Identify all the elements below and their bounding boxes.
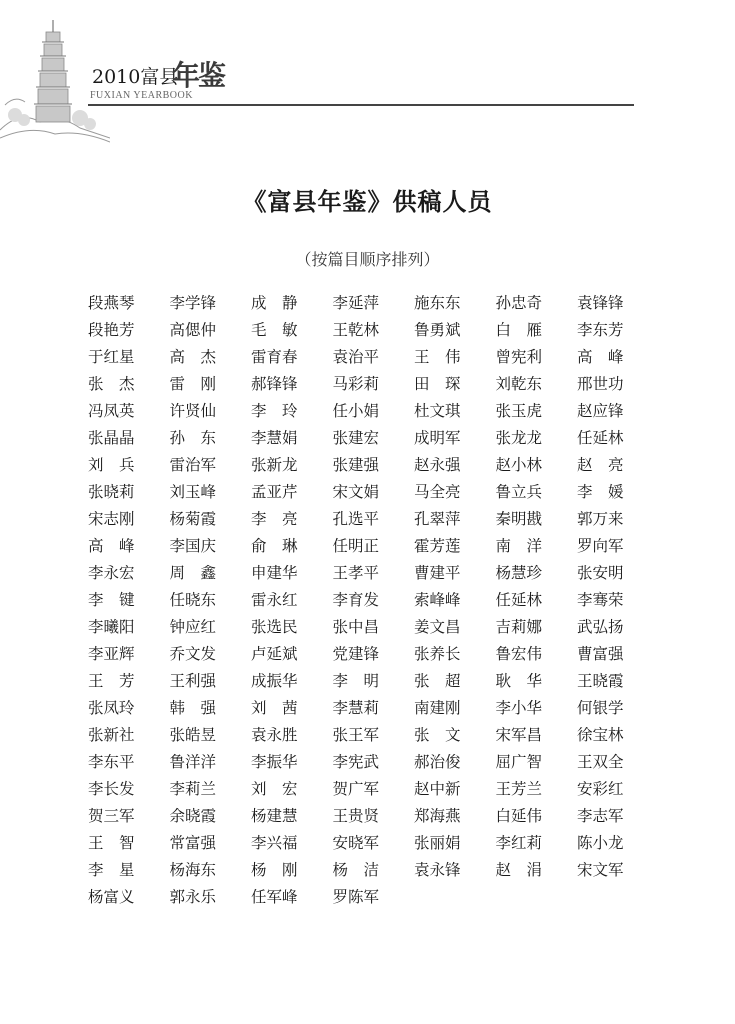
contributor-name: 王 智 bbox=[88, 834, 135, 852]
contributor-name: 雷育春 bbox=[251, 348, 298, 366]
contributor-name: 张晓莉 bbox=[88, 483, 135, 501]
contributor-name: 王晓霞 bbox=[577, 672, 624, 690]
contributor-name: 鲁宏伟 bbox=[495, 645, 543, 663]
page-subtitle: （按篇目顺序排列） bbox=[295, 250, 440, 269]
contributor-name: 张选民 bbox=[251, 618, 298, 636]
contributor-name: 李宪武 bbox=[332, 753, 380, 771]
contributor-name: 邢世功 bbox=[577, 375, 624, 393]
contributor-name: 宋志刚 bbox=[88, 510, 135, 528]
contributor-name: 马全亮 bbox=[414, 483, 461, 501]
contributor-name: 李振华 bbox=[251, 753, 298, 771]
contributor-name: 段燕琴 bbox=[88, 294, 135, 312]
contributor-name: 王利强 bbox=[169, 672, 217, 690]
contributor-name: 党建锋 bbox=[332, 645, 380, 663]
contributor-name: 雷 刚 bbox=[169, 375, 217, 393]
contributor-name: 曹富强 bbox=[577, 645, 624, 663]
contributor-name: 鲁洋洋 bbox=[169, 753, 217, 771]
contributor-name: 余晓霞 bbox=[169, 807, 217, 825]
contributor-name: 成 静 bbox=[251, 294, 298, 312]
contributor-name: 李长发 bbox=[88, 780, 135, 798]
contributor-name: 李慧娟 bbox=[251, 429, 298, 447]
contributor-name: 孔翠萍 bbox=[414, 510, 461, 528]
contributor-name: 李国庆 bbox=[169, 537, 217, 555]
contributor-name: 李育发 bbox=[332, 591, 380, 609]
contributor-name: 宋军昌 bbox=[495, 726, 543, 744]
contributor-name: 韩 强 bbox=[169, 699, 217, 717]
contributor-name: 李骞荣 bbox=[577, 591, 624, 609]
contributor-name: 于红星 bbox=[88, 348, 135, 366]
contributor-name: 袁永胜 bbox=[251, 726, 298, 744]
contributor-name: 武弘扬 bbox=[577, 618, 624, 636]
contributor-name: 卢延斌 bbox=[251, 645, 298, 663]
contributor-name: 安彩红 bbox=[577, 780, 624, 798]
contributor-name: 李 星 bbox=[88, 861, 135, 879]
contributor-name: 屈广智 bbox=[495, 753, 543, 771]
contributor-name: 任延林 bbox=[577, 429, 624, 447]
contributor-name: 刘乾东 bbox=[495, 375, 543, 393]
contributor-name: 李小华 bbox=[495, 699, 543, 717]
contributor-name: 杨 刚 bbox=[251, 861, 298, 879]
contributor-name: 钟应红 bbox=[169, 618, 217, 636]
contributor-name: 白 雁 bbox=[495, 321, 543, 339]
contributor-name: 杨慧珍 bbox=[495, 564, 543, 582]
contributor-name: 秦明戡 bbox=[495, 510, 543, 528]
contributor-name: 张新龙 bbox=[251, 456, 298, 474]
contributor-name: 南 洋 bbox=[495, 537, 543, 555]
contributor-name: 张安明 bbox=[577, 564, 624, 582]
contributor-name: 乔文发 bbox=[169, 645, 217, 663]
contributor-name: 成振华 bbox=[251, 672, 298, 690]
contributor-name: 安晓军 bbox=[332, 834, 380, 852]
contributor-name: 李永宏 bbox=[88, 564, 135, 582]
yearbook-title: 2010富县 bbox=[92, 66, 179, 88]
contributor-name: 袁锋锋 bbox=[577, 294, 624, 312]
contributor-name: 宋文娟 bbox=[332, 483, 380, 501]
contributor-name: 李东芳 bbox=[577, 321, 624, 339]
contributor-name: 任小娟 bbox=[332, 402, 380, 420]
contributor-name: 赵永强 bbox=[414, 456, 461, 474]
contributor-name: 高 峰 bbox=[88, 537, 135, 555]
contributor-name: 赵小林 bbox=[495, 456, 543, 474]
contributor-name: 罗陈军 bbox=[332, 888, 380, 906]
contributor-name: 李红莉 bbox=[495, 834, 543, 852]
contributor-name: 吉莉娜 bbox=[495, 618, 543, 636]
contributor-name: 李曦阳 bbox=[88, 618, 135, 636]
contributor-name: 霍芳莲 bbox=[414, 537, 461, 555]
contributor-name: 俞 琳 bbox=[251, 537, 298, 555]
contributor-name: 姜文昌 bbox=[414, 618, 461, 636]
contributor-name: 杨富义 bbox=[88, 888, 135, 906]
contributor-name: 索峰峰 bbox=[414, 591, 461, 609]
contributor-name: 郭永乐 bbox=[169, 888, 217, 906]
contributor-name: 任晓东 bbox=[169, 591, 217, 609]
contributor-name: 冯凤英 bbox=[88, 402, 135, 420]
contributor-name: 李莉兰 bbox=[169, 780, 217, 798]
contributor-name: 李 键 bbox=[88, 591, 135, 609]
contributor-name: 赵应锋 bbox=[577, 402, 624, 420]
contributor-name: 郑海燕 bbox=[414, 807, 461, 825]
contributor-name: 杨海东 bbox=[169, 861, 217, 879]
contributor-name: 张丽娟 bbox=[414, 834, 461, 852]
contributor-name: 何银学 bbox=[577, 699, 624, 717]
contributor-name: 宋文军 bbox=[577, 861, 624, 879]
header-divider bbox=[88, 104, 634, 106]
contributor-name: 白延伟 bbox=[495, 807, 543, 825]
contributor-name: 李 玲 bbox=[251, 402, 298, 420]
contributor-name: 刘玉峰 bbox=[169, 483, 217, 501]
contributor-name: 张养长 bbox=[414, 645, 461, 663]
page-title: 《富县年鉴》供稿人员 bbox=[242, 187, 493, 216]
contributor-name: 成明军 bbox=[414, 429, 461, 447]
contributor-name: 徐宝林 bbox=[577, 726, 624, 744]
contributor-name: 王 芳 bbox=[88, 672, 135, 690]
contributor-name: 杜文琪 bbox=[414, 402, 461, 420]
contributor-name: 王 伟 bbox=[414, 348, 461, 366]
contributor-name: 孙 东 bbox=[169, 429, 217, 447]
contributor-name: 孙忠奇 bbox=[495, 294, 543, 312]
contributor-name: 曹建平 bbox=[414, 564, 461, 582]
contributor-name: 张凤玲 bbox=[88, 699, 135, 717]
contributor-name: 贺广军 bbox=[332, 780, 380, 798]
contributor-name: 任延林 bbox=[495, 591, 543, 609]
contributor-name: 李志军 bbox=[577, 807, 624, 825]
contributor-name: 张 文 bbox=[414, 726, 461, 744]
contributor-name: 陈小龙 bbox=[577, 834, 624, 852]
contributor-name: 赵 亮 bbox=[577, 456, 624, 474]
contributor-name: 王贵贤 bbox=[332, 807, 380, 825]
contributor-name: 南建刚 bbox=[414, 699, 461, 717]
contributor-name: 张 杰 bbox=[88, 375, 135, 393]
contributor-name: 张中昌 bbox=[332, 618, 380, 636]
contributor-name: 李东平 bbox=[88, 753, 135, 771]
contributor-name: 周 鑫 bbox=[169, 564, 217, 582]
contributor-name: 高 峰 bbox=[577, 348, 624, 366]
contributor-name: 施东东 bbox=[414, 294, 461, 312]
contributor-name: 李学锋 bbox=[169, 294, 217, 312]
contributor-name: 耿 华 bbox=[495, 672, 543, 690]
contributor-name: 李 明 bbox=[332, 672, 380, 690]
contributor-name: 罗向军 bbox=[577, 537, 624, 555]
contributor-name: 王芳兰 bbox=[495, 780, 543, 798]
contributor-name: 张皓昱 bbox=[169, 726, 217, 744]
contributor-name: 王双全 bbox=[577, 753, 624, 771]
contributor-name: 张玉虎 bbox=[495, 402, 543, 420]
contributor-name: 田 琛 bbox=[414, 375, 461, 393]
contributor-name: 常富强 bbox=[169, 834, 217, 852]
contributor-name: 袁治平 bbox=[332, 348, 380, 366]
contributor-name: 李 媛 bbox=[577, 483, 624, 501]
contributor-name: 赵 涓 bbox=[495, 861, 543, 879]
contributor-name: 袁永锋 bbox=[414, 861, 461, 879]
contributor-name: 杨建慧 bbox=[251, 807, 298, 825]
contributor-name: 李延萍 bbox=[332, 294, 380, 312]
contributor-name: 刘 宏 bbox=[251, 780, 298, 798]
contributor-name: 张王军 bbox=[332, 726, 380, 744]
contributor-name: 许贤仙 bbox=[169, 402, 217, 420]
contributor-name: 郝治俊 bbox=[414, 753, 461, 771]
contributor-name: 张 超 bbox=[414, 672, 461, 690]
contributor-name: 刘 兵 bbox=[88, 456, 135, 474]
contributor-name: 马彩莉 bbox=[332, 375, 380, 393]
contributor-name: 赵中新 bbox=[414, 780, 461, 798]
contributor-name: 张龙龙 bbox=[495, 429, 543, 447]
contributor-name: 贺三军 bbox=[88, 807, 135, 825]
contributors-list bbox=[88, 292, 659, 913]
contributor-name: 郝锋锋 bbox=[251, 375, 298, 393]
contributor-name: 刘 茜 bbox=[251, 699, 298, 717]
contributor-name: 毛 敏 bbox=[251, 321, 298, 339]
yearbook-subtitle: FUXIAN YEARBOOK bbox=[90, 90, 193, 101]
contributor-name: 鲁立兵 bbox=[495, 483, 543, 501]
contributor-name: 高偲仲 bbox=[169, 321, 217, 339]
contributor-name: 杨菊霞 bbox=[169, 510, 217, 528]
contributor-name: 张晶晶 bbox=[88, 429, 135, 447]
contributor-name: 杨 洁 bbox=[332, 861, 380, 879]
contributor-name: 鲁勇斌 bbox=[414, 321, 461, 339]
page-header bbox=[0, 0, 735, 150]
contributor-name: 李亚辉 bbox=[88, 645, 135, 663]
yearbook-calligraphy: 年鉴 bbox=[172, 59, 225, 92]
contributor-name: 高 杰 bbox=[169, 348, 217, 366]
contributor-name: 王孝平 bbox=[332, 564, 380, 582]
contributor-name: 孟亚芹 bbox=[251, 483, 298, 501]
contributor-name: 雷永红 bbox=[251, 591, 298, 609]
contributor-name: 张建宏 bbox=[332, 429, 380, 447]
contributor-name: 任明正 bbox=[332, 537, 380, 555]
contributor-name: 郭万来 bbox=[577, 510, 624, 528]
contributor-name: 孔选平 bbox=[332, 510, 380, 528]
contributor-name: 王乾林 bbox=[332, 321, 380, 339]
contributor-name: 任军峰 bbox=[251, 888, 298, 906]
contributor-name: 李兴福 bbox=[251, 834, 298, 852]
contributor-name: 张建强 bbox=[332, 456, 380, 474]
contributor-name: 雷治军 bbox=[169, 456, 217, 474]
contributor-name: 曾宪利 bbox=[495, 348, 543, 366]
contributor-name: 李 亮 bbox=[251, 510, 298, 528]
contributor-name: 张新社 bbox=[88, 726, 135, 744]
contributor-name: 李慧莉 bbox=[332, 699, 380, 717]
contributor-name: 申建华 bbox=[251, 564, 298, 582]
contributor-name: 段艳芳 bbox=[88, 321, 135, 339]
